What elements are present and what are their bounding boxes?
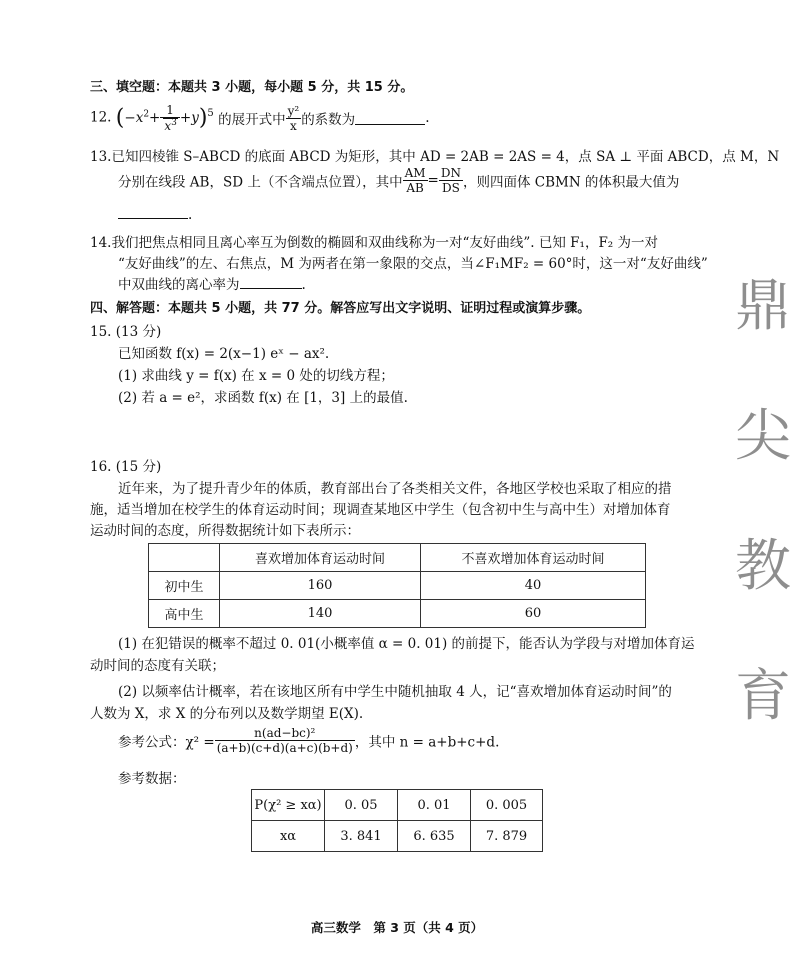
question-16-part2: (2) 以频率估计概率，若在该地区所有中学生中随机抽取 4 人，记“喜欢增加体育运动时间”的 [118, 684, 672, 700]
table-cell: 60 [421, 600, 646, 628]
question-14-line3: 中双曲线的离心率为 . [118, 277, 306, 293]
table-row [149, 544, 646, 572]
q12-mid-text: 的展开式中 [218, 112, 286, 128]
question-13-line2: 分别在线段 AB，SD 上（不含端点位置），其中 $\frac{AM}{AB}$ = $\frac{DN}{DS}$ ，则四面体 CBMN 的体积最大值为 [118, 166, 680, 195]
question-15-stem: 已知函数 f(x) = 2(x−1) eˣ − ax². [118, 346, 330, 362]
reference-data-label: 参考数据： [118, 771, 186, 787]
table-header-cell: 喜欢增加体育运动时间 [220, 544, 421, 572]
question-14-line1: 14.我们把焦点相同且离心率互为倒数的椭圆和双曲线称为一对“友好曲线”. 已知 F₁，F₂ 为一对 [90, 235, 659, 251]
table-cell: 40 [421, 572, 646, 600]
question-16-heading: 16. (15 分) [90, 459, 162, 475]
table-header-cell: 不喜欢增加体育运动时间 [421, 544, 646, 572]
reference-formula: 参考公式：χ² = $\frac{\text{n(ad−bc)²}}{(a+b)(c+d)(a+c)(b+d)}$ ，其中 n = a+b+c+d. [118, 726, 500, 755]
table-row [252, 790, 543, 821]
table-row [149, 600, 646, 628]
q12-fraction: $\frac{\text{y²}}{x}$ [287, 103, 300, 133]
table-cell: 高中生 [149, 600, 220, 628]
question-16-part1: 动时间的态度有关联； [90, 658, 225, 674]
table-header-cell [149, 544, 220, 572]
q12-binomial: ) [198, 105, 208, 131]
question-16-paragraph: 运动时间的态度，所得数据统计如下表所示： [90, 523, 360, 539]
question-15-heading: 15. (13 分) [90, 324, 162, 340]
question-15-part1: (1) 求曲线 y = f(x) 在 x = 0 处的切线方程； [118, 368, 394, 384]
q12-binomial: $\frac{1}{x^3}$ [160, 103, 180, 133]
survey-table [148, 543, 646, 628]
question-14-line2: “友好曲线”的左、右焦点，M 为两者在第一象限的交点，当∠F₁MF₂ = 60°时，这一对“友好曲线” [118, 256, 708, 272]
answer-blank[interactable] [355, 112, 425, 125]
q12-binomial: ( [115, 105, 125, 131]
table-cell: 0. 01 [398, 790, 471, 821]
watermark-char: 尖 [735, 404, 791, 469]
question-16-part1: (1) 在犯错误的概率不超过 0. 01(小概率值 α = 0. 01) 的前提下，能否认为学段与对增加体育运 [118, 636, 695, 652]
question-13-line1: 13.已知四棱锥 S–ABCD 的底面 ABCD 为矩形，其中 AD = 2AB = 2AS = 4，点 SA ⊥ 平面 ABCD，点 M，N [90, 149, 780, 165]
question-15-part2: (2) 若 a = e²，求函数 f(x) 在 [1，3] 上的最值. [118, 390, 408, 406]
table-cell: 0. 05 [325, 790, 398, 821]
section-heading-solutions: 四、解答题：本题共 5 小题，共 77 分。解答应写出文字说明、证明过程或演算步骤。 [90, 301, 591, 316]
question-16-paragraph: 近年来，为了提升青少年的体质，教育部出台了各类相关文件，各地区学校也采取了相应的措 [118, 481, 672, 497]
section-heading-fill-in: 三、填空题：本题共 3 小题，每小题 5 分，共 15 分。 [90, 80, 414, 95]
table-cell: 3. 841 [325, 821, 398, 852]
question-16-part2: 人数为 X，求 X 的分布列以及数学期望 E(X). [90, 706, 364, 722]
table-cell: 7. 879 [471, 821, 543, 852]
watermark-char: 教 [735, 534, 791, 599]
answer-blank[interactable] [240, 276, 302, 289]
table-cell: 6. 635 [398, 821, 471, 852]
question-12: 12. ($-x^2+$ $\frac{1}{x^3}$ +y)$^5$ 的展开式中 $\frac{\text{y²}}{x}$ 的系数为 . [90, 103, 430, 133]
table-cell: 0. 005 [471, 790, 543, 821]
question-13-line3: . [118, 206, 192, 223]
table-row [149, 572, 646, 600]
q12-tail-text: 的系数为 [301, 112, 356, 128]
watermark-char: 鼎 [735, 274, 791, 339]
watermark-char: 育 [735, 664, 791, 729]
table-cell: 160 [220, 572, 421, 600]
question-16-paragraph: 施，适当增加在校学生的体育运动时间；现调查某地区中学生（包含初中生与高中生）对增加体育 [90, 502, 671, 518]
table-cell: xα [252, 821, 325, 852]
table-row [252, 821, 543, 852]
table-cell: P(χ² ≥ xα) [252, 790, 325, 821]
answer-blank[interactable] [118, 206, 188, 219]
reference-table [251, 789, 543, 852]
q12-binomial: +y [179, 110, 199, 126]
table-cell: 140 [220, 600, 421, 628]
table-cell: 初中生 [149, 572, 220, 600]
q12-number: 12. [90, 109, 112, 126]
q12-binomial: $-x^2+$ [124, 109, 161, 126]
page-footer: 高三数学 第 3 页（共 4 页） [310, 920, 484, 935]
